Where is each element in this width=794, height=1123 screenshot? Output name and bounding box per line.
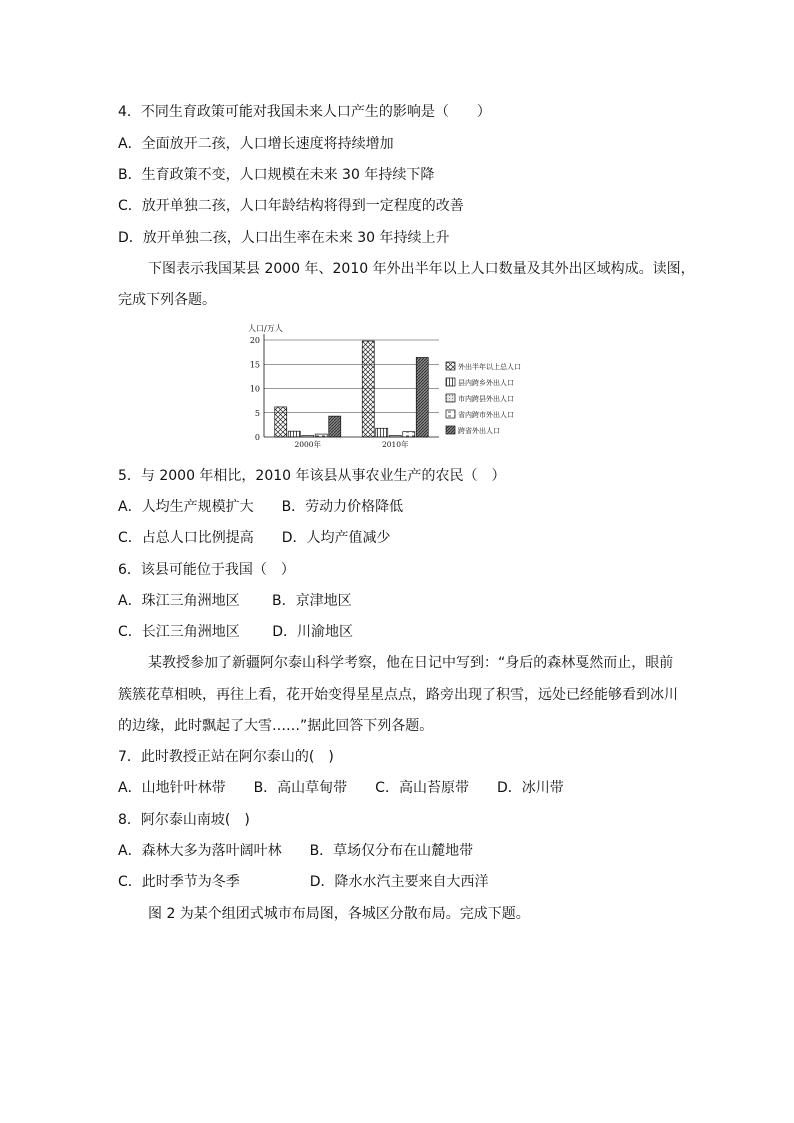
bar-2-4	[403, 432, 415, 437]
legend-label: 县内跨乡外出人口	[458, 379, 514, 387]
q6-options-row-1: A．珠江三角洲地区 B．京津地区	[118, 593, 352, 609]
y-tick-label: 20	[249, 336, 260, 345]
bar-1-4	[315, 434, 327, 437]
intro-paragraph-1-line-1: 下图表示我国某县 2000 年、2010 年外出半年以上人口数量及其外出区域构成。读图，	[148, 261, 695, 277]
legend-label: 跨省外出人口	[458, 427, 500, 435]
bar-1-1	[275, 407, 287, 437]
q7-stem: 7．此时教授正站在阿尔泰山的( )	[118, 749, 334, 765]
x-tick-label: 2000年	[294, 440, 322, 449]
intro-paragraph-3: 图 2 为某个组团式城市布局图，各城区分散布局。完成下题。	[148, 906, 530, 922]
legend-label: 省内跨市外出人口	[458, 411, 514, 419]
q8-options-row-1: A．森林大多为落叶阔叶林 B．草场仅分布在山麓地带	[118, 843, 474, 859]
legend-swatch	[446, 394, 455, 402]
bar-2-2	[376, 428, 388, 437]
intro-paragraph-1-line-2: 完成下列各题。	[118, 292, 216, 308]
legend-label: 市内跨县外出人口	[458, 395, 514, 403]
q4-option-b: B．生育政策不变，人口规模在未来 30 年持续下降	[118, 167, 435, 183]
bar-1-2	[288, 431, 300, 437]
q5-options-row-1: A．人均生产规模扩大 B．劳动力价格降低	[118, 499, 404, 515]
q4-option-c: C．放开单独二孩，人口年龄结构将得到一定程度的改善	[118, 198, 464, 214]
y-tick-label: 5	[254, 408, 260, 418]
y-tick-label: 10	[249, 384, 260, 394]
q4-option-d: D．放开单独二孩，人口出生率在未来 30 年持续上升	[118, 230, 450, 246]
q6-options-row-2: C．长江三角洲地区 D．川渝地区	[118, 624, 354, 640]
bar-1-5	[329, 416, 341, 437]
population-bar-chart	[238, 322, 550, 452]
bar-2-5	[416, 357, 428, 437]
legend-swatch	[446, 378, 455, 386]
q7-options: A．山地针叶林带 B．高山草甸带 C．高山苔原带 D．冰川带	[118, 780, 564, 796]
legend-label: 外出半年以上总人口	[458, 363, 521, 371]
y-tick-label: 0	[254, 433, 260, 442]
bar-2-1	[362, 341, 374, 437]
q8-options-row-2: C．此时季节为冬季 D．降水水汽主要来自大西洋	[118, 874, 489, 890]
q5-stem: 5．与 2000 年相比，2010 年该县从事农业生产的农民（ ）	[118, 468, 506, 484]
chart-ylabel: 人口/万人	[248, 324, 283, 333]
q4-option-a: A．全面放开二孩，人口增长速度将持续增加	[118, 136, 394, 152]
x-tick-label: 2010年	[381, 440, 409, 449]
q4-stem: 4．不同生育政策可能对我国未来人口产生的影响是（ ）	[118, 104, 491, 120]
q8-stem: 8．阿尔泰山南坡( )	[118, 812, 250, 828]
q5-options-row-2: C．占总人口比例提高 D．人均产值减少	[118, 530, 391, 546]
y-tick-label: 15	[249, 360, 260, 370]
legend-swatch	[446, 410, 455, 418]
legend-swatch	[446, 426, 455, 434]
legend-swatch	[446, 362, 455, 370]
intro-paragraph-2-line-1: 某教授参加了新疆阿尔泰山科学考察，他在日记中写到：“身后的森林戛然而止，眼前	[148, 655, 674, 671]
intro-paragraph-2-line-3: 的边缘，此时飘起了大雪……”据此回答下列各题。	[118, 718, 434, 734]
q6-stem: 6．该县可能位于我国（ ）	[118, 562, 295, 578]
intro-paragraph-2-line-2: 簇簇花草相映，再往上看，花开始变得星星点点，路旁出现了积雪，远处已经能够看到冰川	[118, 687, 678, 703]
